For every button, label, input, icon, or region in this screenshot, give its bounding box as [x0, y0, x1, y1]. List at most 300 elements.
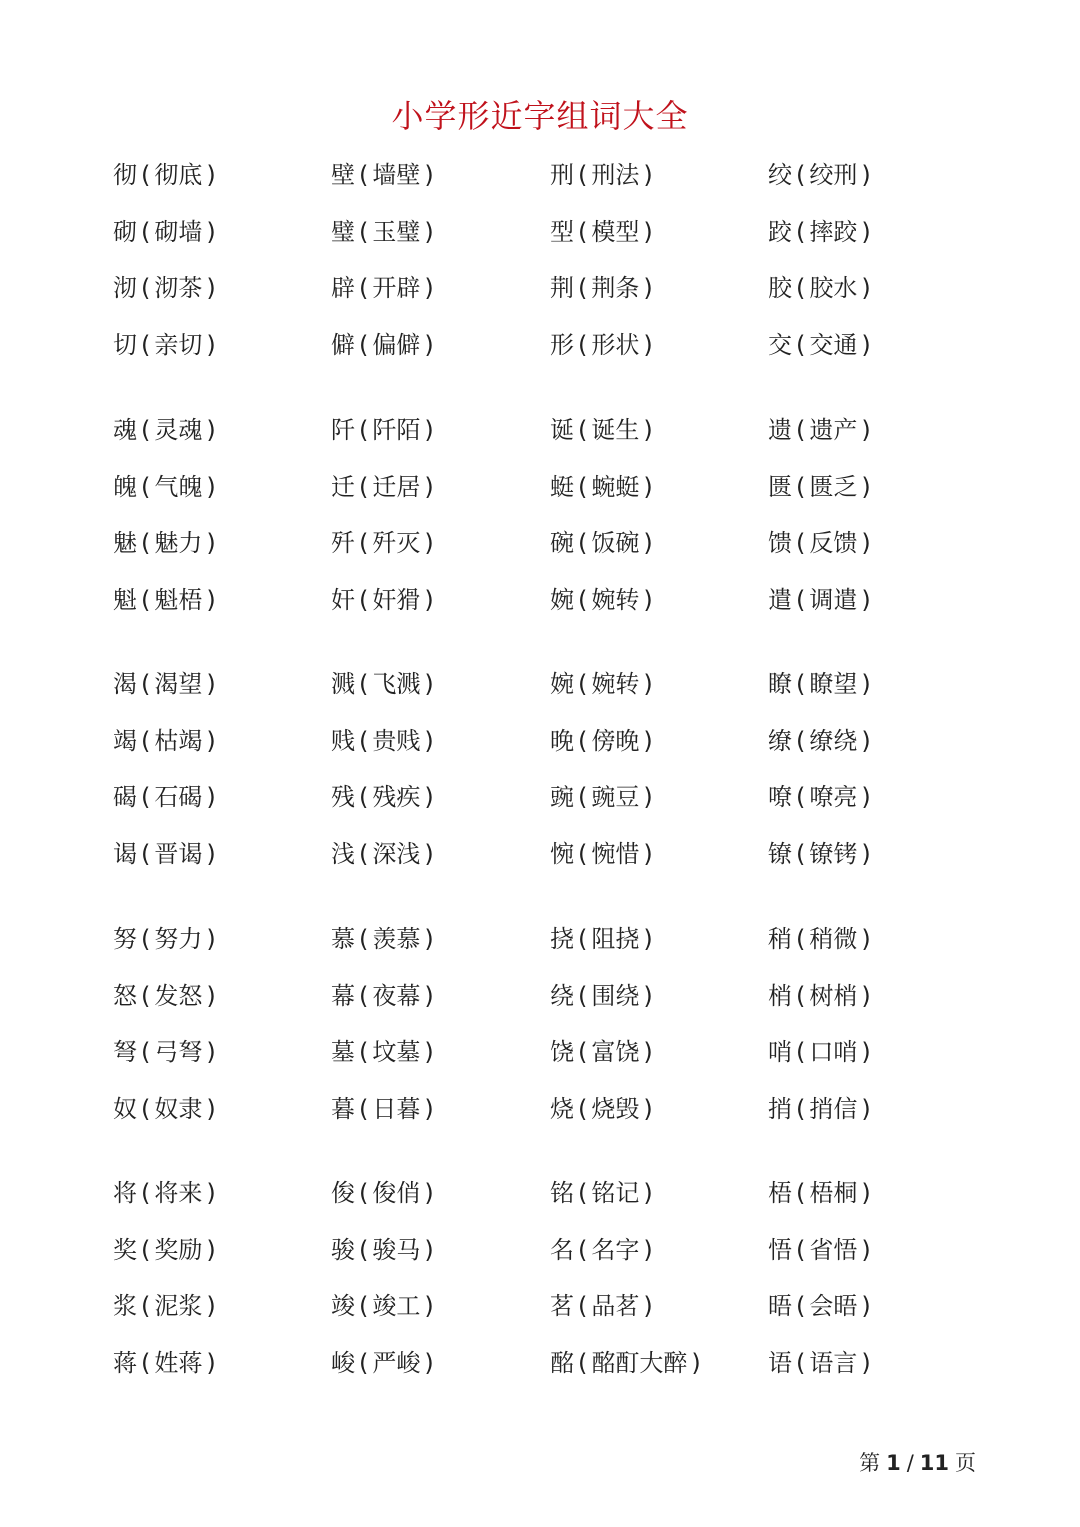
- close-paren: ): [206, 783, 216, 811]
- open-paren: (: [359, 472, 369, 501]
- open-paren: (: [359, 670, 369, 698]
- character: 浆: [113, 1292, 137, 1320]
- character: 俊: [331, 1179, 355, 1207]
- word-entry: [331, 723, 438, 759]
- compound-word: 蜿蜓: [591, 472, 640, 501]
- close-paren: ): [206, 217, 216, 246]
- character: 匮: [768, 472, 792, 501]
- character: 挠: [550, 925, 574, 953]
- open-paren: (: [141, 529, 151, 557]
- word-entry: [768, 327, 875, 363]
- open-paren: (: [141, 1235, 151, 1264]
- compound-word: 将来: [154, 1179, 203, 1207]
- character: 馈: [768, 529, 792, 557]
- close-paren: ): [424, 783, 434, 811]
- compound-word: 奸猾: [372, 585, 421, 614]
- close-paren: ): [861, 783, 871, 811]
- word-entry: [550, 412, 657, 448]
- compound-word: 歼灭: [372, 529, 421, 557]
- word-entry: [113, 270, 220, 306]
- open-paren: (: [141, 472, 151, 501]
- character: 梧: [768, 1179, 792, 1207]
- word-entry: [331, 1175, 438, 1211]
- open-paren: (: [796, 416, 806, 444]
- word-entry: [113, 779, 220, 815]
- open-paren: (: [578, 330, 588, 359]
- compound-word: 羡慕: [372, 925, 421, 953]
- compound-word: 名字: [591, 1235, 640, 1264]
- open-paren: (: [141, 726, 151, 755]
- compound-word: 形状: [591, 330, 640, 359]
- open-paren: (: [359, 161, 369, 189]
- open-paren: (: [796, 330, 806, 359]
- compound-word: 铭记: [591, 1179, 640, 1207]
- compound-word: 残疾: [372, 783, 421, 811]
- close-paren: ): [424, 585, 434, 614]
- open-paren: (: [578, 783, 588, 811]
- compound-word: 骏马: [372, 1235, 421, 1264]
- character: 晚: [550, 726, 574, 755]
- word-entry: [331, 1345, 438, 1381]
- word-entry: [550, 1345, 705, 1381]
- close-paren: ): [643, 981, 653, 1010]
- word-entry: [768, 1232, 875, 1268]
- open-paren: (: [578, 670, 588, 698]
- character: 奖: [113, 1235, 137, 1264]
- open-paren: (: [796, 472, 806, 501]
- compound-word: 玉璧: [372, 217, 421, 246]
- close-paren: ): [643, 839, 653, 868]
- character: 溅: [331, 670, 355, 698]
- word-entry: [550, 666, 657, 702]
- close-paren: ): [643, 670, 653, 698]
- compound-word: 富饶: [591, 1038, 640, 1066]
- open-paren: (: [578, 1235, 588, 1264]
- open-paren: (: [578, 416, 588, 444]
- character: 酩: [550, 1348, 574, 1377]
- open-paren: (: [141, 783, 151, 811]
- open-paren: (: [141, 217, 151, 246]
- open-paren: (: [796, 925, 806, 953]
- word-entry: [113, 978, 220, 1014]
- open-paren: (: [359, 529, 369, 557]
- close-paren: ): [206, 925, 216, 953]
- close-paren: ): [206, 981, 216, 1010]
- close-paren: ): [424, 1348, 434, 1377]
- compound-word: 调遣: [809, 585, 858, 614]
- character: 璧: [331, 217, 355, 246]
- open-paren: (: [141, 981, 151, 1010]
- character: 阡: [331, 416, 355, 444]
- open-paren: (: [578, 585, 588, 614]
- compound-word: 亲切: [154, 330, 203, 359]
- close-paren: ): [424, 472, 434, 501]
- open-paren: (: [141, 330, 151, 359]
- character: 幕: [331, 981, 355, 1010]
- open-paren: (: [578, 274, 588, 302]
- word-entry: [331, 1091, 438, 1127]
- compound-word: 省悟: [809, 1235, 858, 1264]
- word-entry: [113, 412, 220, 448]
- character: 瞭: [768, 670, 792, 698]
- word-entry: [113, 1288, 220, 1324]
- open-paren: (: [578, 726, 588, 755]
- character: 贱: [331, 726, 355, 755]
- open-paren: (: [359, 585, 369, 614]
- open-paren: (: [578, 217, 588, 246]
- compound-word: 晋谒: [154, 839, 203, 868]
- compound-word: 酩酊大醉: [591, 1348, 688, 1377]
- open-paren: (: [359, 330, 369, 359]
- character: 嘹: [768, 783, 792, 811]
- word-entry: [768, 978, 875, 1014]
- open-paren: (: [578, 1038, 588, 1066]
- character: 梢: [768, 981, 792, 1010]
- compound-word: 姓蒋: [154, 1348, 203, 1377]
- close-paren: ): [424, 416, 434, 444]
- open-paren: (: [796, 1038, 806, 1066]
- close-paren: ): [206, 726, 216, 755]
- character: 交: [768, 330, 792, 359]
- compound-word: 烧毁: [591, 1094, 640, 1123]
- character: 名: [550, 1235, 574, 1264]
- close-paren: ): [424, 161, 434, 189]
- compound-word: 遗产: [809, 416, 858, 444]
- character: 遣: [768, 585, 792, 614]
- word-entry: [550, 1232, 657, 1268]
- close-paren: ): [206, 670, 216, 698]
- compound-word: 努力: [154, 925, 203, 953]
- open-paren: (: [796, 274, 806, 302]
- open-paren: (: [796, 1348, 806, 1377]
- open-paren: (: [359, 726, 369, 755]
- compound-word: 贵贱: [372, 726, 421, 755]
- compound-word: 刑法: [591, 161, 640, 189]
- character: 浅: [331, 839, 355, 868]
- word-entry: [331, 666, 438, 702]
- word-entry: [331, 525, 438, 561]
- open-paren: (: [796, 161, 806, 189]
- close-paren: ): [861, 1235, 871, 1264]
- word-entry: [113, 921, 220, 957]
- open-paren: (: [578, 839, 588, 868]
- open-paren: (: [578, 1094, 588, 1123]
- open-paren: (: [359, 1348, 369, 1377]
- close-paren: ): [424, 529, 434, 557]
- compound-word: 奖励: [154, 1235, 203, 1264]
- compound-word: 弓弩: [154, 1038, 203, 1066]
- compound-word: 阻挠: [591, 925, 640, 953]
- close-paren: ): [643, 274, 653, 302]
- character: 婉: [550, 670, 574, 698]
- close-paren: ): [861, 416, 871, 444]
- close-paren: ): [206, 274, 216, 302]
- compound-word: 气魄: [154, 472, 203, 501]
- compound-word: 砌墙: [154, 217, 203, 246]
- compound-word: 缭绕: [809, 726, 858, 755]
- word-entry: [331, 469, 438, 505]
- compound-word: 口哨: [809, 1038, 858, 1066]
- page-title: 小学形近字组词大全: [391, 97, 689, 135]
- word-entry: [768, 412, 875, 448]
- close-paren: ): [206, 1292, 216, 1320]
- open-paren: (: [796, 1094, 806, 1123]
- open-paren: (: [796, 585, 806, 614]
- close-paren: ): [643, 1292, 653, 1320]
- character: 晤: [768, 1292, 792, 1320]
- open-paren: (: [359, 925, 369, 953]
- character: 竣: [331, 1292, 355, 1320]
- compound-word: 交通: [809, 330, 858, 359]
- word-entry: [550, 327, 657, 363]
- close-paren: ): [206, 1348, 216, 1377]
- compound-word: 胶水: [809, 274, 858, 302]
- word-entry: [550, 582, 657, 618]
- open-paren: (: [796, 1292, 806, 1320]
- open-paren: (: [141, 1292, 151, 1320]
- close-paren: ): [861, 1179, 871, 1207]
- open-paren: (: [141, 416, 151, 444]
- close-paren: ): [691, 1348, 701, 1377]
- character: 豌: [550, 783, 574, 811]
- compound-word: 树梢: [809, 981, 858, 1010]
- close-paren: ): [424, 726, 434, 755]
- character: 竭: [113, 726, 137, 755]
- word-entry: [768, 1034, 875, 1070]
- open-paren: (: [796, 217, 806, 246]
- open-paren: (: [359, 1235, 369, 1264]
- character: 峻: [331, 1348, 355, 1377]
- open-paren: (: [359, 1094, 369, 1123]
- page-indicator: [859, 1448, 976, 1478]
- character: 蜓: [550, 472, 574, 501]
- word-entry: [768, 1091, 875, 1127]
- close-paren: ): [424, 981, 434, 1010]
- character: 铭: [550, 1179, 574, 1207]
- open-paren: (: [141, 670, 151, 698]
- compound-word: 豌豆: [591, 783, 640, 811]
- character: 型: [550, 217, 574, 246]
- character: 壁: [331, 161, 355, 189]
- character: 彻: [113, 161, 137, 189]
- compound-word: 绞刑: [809, 161, 858, 189]
- open-paren: (: [141, 585, 151, 614]
- close-paren: ): [206, 585, 216, 614]
- close-paren: ): [206, 839, 216, 868]
- close-paren: ): [206, 529, 216, 557]
- close-paren: ): [206, 416, 216, 444]
- close-paren: ): [643, 925, 653, 953]
- word-entry: [331, 921, 438, 957]
- character: 镣: [768, 839, 792, 868]
- word-entry: [550, 469, 657, 505]
- compound-word: 深浅: [372, 839, 421, 868]
- open-paren: (: [141, 1348, 151, 1377]
- compound-word: 诞生: [591, 416, 640, 444]
- open-paren: (: [578, 1292, 588, 1320]
- compound-word: 模型: [591, 217, 640, 246]
- open-paren: (: [141, 161, 151, 189]
- character: 诞: [550, 416, 574, 444]
- word-entry: [550, 978, 657, 1014]
- word-entry: [113, 723, 220, 759]
- close-paren: ): [861, 726, 871, 755]
- word-entry: [550, 1091, 657, 1127]
- character: 刑: [550, 161, 574, 189]
- word-entry: [550, 1175, 657, 1211]
- compound-word: 阡陌: [372, 416, 421, 444]
- compound-word: 魅力: [154, 529, 203, 557]
- character: 辟: [331, 274, 355, 302]
- character: 语: [768, 1348, 792, 1377]
- character: 切: [113, 330, 137, 359]
- close-paren: ): [206, 1038, 216, 1066]
- word-entry: [113, 1175, 220, 1211]
- compound-word: 会晤: [809, 1292, 858, 1320]
- word-entry: [768, 779, 875, 815]
- character: 跤: [768, 217, 792, 246]
- compound-word: 坟墓: [372, 1038, 421, 1066]
- open-paren: (: [359, 1179, 369, 1207]
- open-paren: (: [578, 529, 588, 557]
- open-paren: (: [141, 1179, 151, 1207]
- compound-word: 反馈: [809, 529, 858, 557]
- compound-word: 日暮: [372, 1094, 421, 1123]
- character: 形: [550, 330, 574, 359]
- word-entry: [113, 327, 220, 363]
- total-pages: 11: [919, 1451, 949, 1475]
- word-entry: [331, 214, 438, 250]
- word-entry: [550, 836, 657, 872]
- close-paren: ): [861, 981, 871, 1010]
- word-entry: [550, 921, 657, 957]
- word-entry: [331, 270, 438, 306]
- open-paren: (: [578, 1179, 588, 1207]
- word-entry: [768, 1175, 875, 1211]
- open-paren: (: [578, 161, 588, 189]
- character: 魁: [113, 585, 137, 614]
- character: 迁: [331, 472, 355, 501]
- word-entry: [550, 270, 657, 306]
- character: 捎: [768, 1094, 792, 1123]
- word-entry: [331, 1288, 438, 1324]
- open-paren: (: [796, 529, 806, 557]
- word-entry: [768, 469, 875, 505]
- word-entry: [768, 157, 875, 193]
- word-entry: [550, 723, 657, 759]
- close-paren: ): [643, 1235, 653, 1264]
- close-paren: ): [206, 1094, 216, 1123]
- word-entry: [331, 978, 438, 1014]
- close-paren: ): [861, 670, 871, 698]
- open-paren: (: [141, 925, 151, 953]
- compound-word: 墙壁: [372, 161, 421, 189]
- page-prefix: 第: [859, 1451, 881, 1475]
- character: 僻: [331, 330, 355, 359]
- character: 慕: [331, 925, 355, 953]
- open-paren: (: [359, 839, 369, 868]
- word-entry: [768, 836, 875, 872]
- word-entry: [550, 779, 657, 815]
- close-paren: ): [424, 670, 434, 698]
- close-paren: ): [861, 217, 871, 246]
- compound-word: 嘹亮: [809, 783, 858, 811]
- open-paren: (: [141, 1094, 151, 1123]
- character: 歼: [331, 529, 355, 557]
- open-paren: (: [578, 981, 588, 1010]
- close-paren: ): [206, 1179, 216, 1207]
- word-entry: [550, 157, 657, 193]
- close-paren: ): [206, 1235, 216, 1264]
- character: 努: [113, 925, 137, 953]
- compound-word: 围绕: [591, 981, 640, 1010]
- open-paren: (: [141, 1038, 151, 1066]
- compound-word: 偏僻: [372, 330, 421, 359]
- open-paren: (: [796, 670, 806, 698]
- open-paren: (: [359, 274, 369, 302]
- close-paren: ): [861, 1038, 871, 1066]
- character: 缭: [768, 726, 792, 755]
- open-paren: (: [359, 416, 369, 444]
- page-separator: /: [906, 1451, 914, 1475]
- compound-word: 渴望: [154, 670, 203, 698]
- compound-word: 严峻: [372, 1348, 421, 1377]
- character: 将: [113, 1179, 137, 1207]
- compound-word: 泥浆: [154, 1292, 203, 1320]
- character: 茗: [550, 1292, 574, 1320]
- compound-word: 傍晚: [591, 726, 640, 755]
- character: 奸: [331, 585, 355, 614]
- close-paren: ): [643, 1038, 653, 1066]
- close-paren: ): [643, 217, 653, 246]
- word-entry: [331, 1034, 438, 1070]
- close-paren: ): [424, 274, 434, 302]
- word-entry: [550, 1034, 657, 1070]
- character: 惋: [550, 839, 574, 868]
- close-paren: ): [643, 161, 653, 189]
- close-paren: ): [861, 330, 871, 359]
- word-entry: [768, 921, 875, 957]
- close-paren: ): [861, 472, 871, 501]
- close-paren: ): [861, 1292, 871, 1320]
- compound-word: 开辟: [372, 274, 421, 302]
- word-entry: [768, 582, 875, 618]
- open-paren: (: [359, 217, 369, 246]
- close-paren: ): [424, 217, 434, 246]
- compound-word: 竣工: [372, 1292, 421, 1320]
- close-paren: ): [643, 330, 653, 359]
- character: 魅: [113, 529, 137, 557]
- word-entry: [113, 666, 220, 702]
- word-entry: [113, 214, 220, 250]
- close-paren: ): [424, 1235, 434, 1264]
- character: 烧: [550, 1094, 574, 1123]
- character: 骏: [331, 1235, 355, 1264]
- close-paren: ): [861, 839, 871, 868]
- word-entry: [550, 1288, 657, 1324]
- word-entry: [550, 214, 657, 250]
- character: 哨: [768, 1038, 792, 1066]
- open-paren: (: [578, 1348, 588, 1377]
- compound-word: 彻底: [154, 161, 203, 189]
- word-entry: [113, 1034, 220, 1070]
- close-paren: ): [643, 726, 653, 755]
- character: 绕: [550, 981, 574, 1010]
- character: 沏: [113, 274, 137, 302]
- close-paren: ): [643, 783, 653, 811]
- character: 渴: [113, 670, 137, 698]
- close-paren: ): [643, 529, 653, 557]
